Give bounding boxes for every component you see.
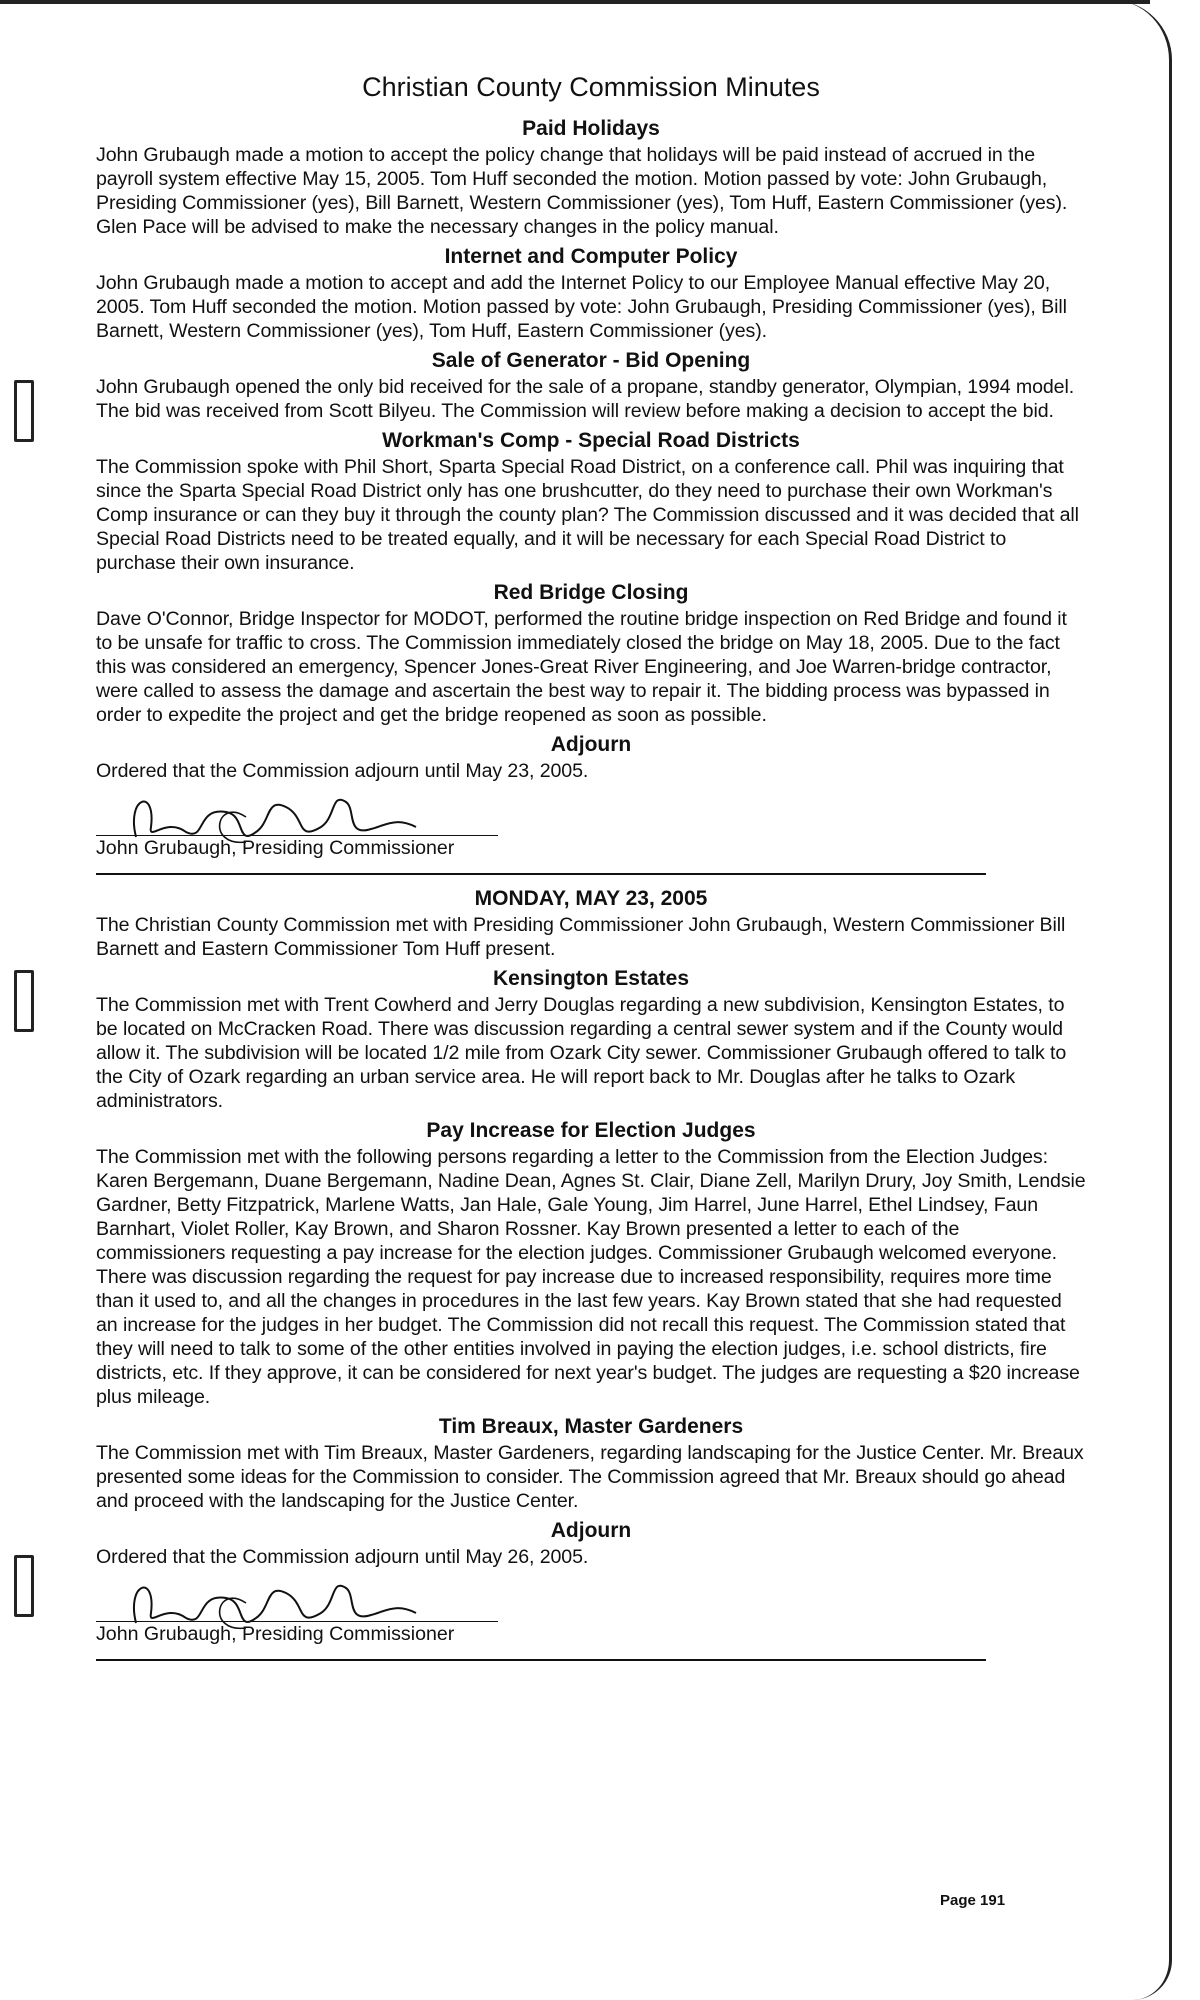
section-body: The Commission spoke with Phil Short, Sparta Special Road District, on a conference call. Phil was inquiring that since the Sparta Special Road District only has one brushcutter, do they need to purchase their own Workman's Comp insurance or can they buy it through the county plan? The Commission discussed and it was decided that all Special Road Districts need to be treated equally, and it will be necessary for each Special Road District to purchase their own insurance. <box>96 456 1079 574</box>
signature-block <box>96 787 1086 867</box>
section-heading: Red Bridge Closing <box>493 581 689 604</box>
section-body: John Grubaugh made a motion to accept the policy change that holidays will be paid instead of accrued in the payroll system effective May 15, 2005. Tom Huff seconded the motion. Motion passed by vote: John Grubaugh, Presiding Commissioner (yes), Bill Barnett, Western Commissioner (yes), Tom Huff, Eastern Commissioner (yes). Glen Pace will be advised to make the necessary changes in the policy manual. <box>96 144 1068 238</box>
signature-line <box>96 835 498 836</box>
section-body: The Commission met with Trent Cowherd and Jerry Douglas regarding a new subdivision, Kensington Estates, to be located on McCracken Road. There was discussion regarding a central sewer system and if the County would allow it. The subdivision will be located 1/2 mile from Ozark City sewer. Commissioner Grubaugh offered to talk to the City of Ozark regarding an urban service area. He will report back to Mr. Douglas after he talks to Ozark administrators. <box>96 994 1067 1112</box>
section-heading: Tim Breaux, Master Gardeners <box>438 1415 744 1438</box>
section-red-bridge <box>96 581 1086 727</box>
section-internet-policy <box>96 245 1086 343</box>
adjourn-text: Ordered that the Commission adjourn until May 26, 2005. <box>96 1546 589 1568</box>
section-heading: Internet and Computer Policy <box>444 245 738 268</box>
section-body: The Commission met with Tim Breaux, Master Gardeners, regarding landscaping for the Justice Center. Mr. Breaux presented some ideas for the Commission to consider. The Commission agreed that Mr. Breaux should go ahead and proceed with the landscaping for the Justice Center. <box>96 1442 1084 1512</box>
section-heading: Paid Holidays <box>522 117 660 140</box>
adjourn-section-1 <box>96 733 1086 867</box>
section-body: Dave O'Connor, Bridge Inspector for MODOT, performed the routine bridge inspection on Red Bridge and found it to be unsafe for traffic to cross. The Commission immediately closed the bridge on May 18, 2005. Due to the fact this was considered an emergency, Spencer Jones-Great River Engineering, and Joe Warren-bridge contractor, were called to assess the damage and ascertain the best way to repair it. The bidding process was bypassed in order to expedite the project and get the bridge reopened as soon as possible. <box>96 608 1067 726</box>
binder-hole-bottom <box>14 1555 34 1617</box>
meeting-date-heading: MONDAY, MAY 23, 2005 <box>474 887 708 910</box>
signature-block <box>96 1573 1086 1653</box>
adjourn-heading: Adjourn <box>550 1519 632 1542</box>
section-workmans-comp <box>96 429 1086 575</box>
signature-line <box>96 1621 498 1622</box>
section-election-judges <box>96 1119 1086 1409</box>
section-kensington-estates <box>96 967 1086 1113</box>
section-body: The Commission met with the following persons regarding a letter to the Commission from the Election Judges: Karen Bergemann, Duane Bergemann, Nadine Dean, Agnes St. Clair, Diane Zell, Marilyn Drury, Joy Smith, Lendsie Gardner, Betty Fitzpatrick, Marlene Watts, Jan Hale, Gale Young, Jim Harrel, June Harrel, Ethel Lindsey, Faun Barnhart, Violet Roller, Kay Brown, and Sharon Rossner. Kay Brown presented a letter to each of the commissioners requesting a pay increase for the election judges. Commissioner Grubaugh welcomed everyone. There was discussion regarding the request for pay increase due to increased responsibility, requires more time than it used to, and all the changes in procedures in the last few years. Kay Brown stated that she had requested an increase for the judges in her budget. The Commission did not recall this request. The Commission stated that they will need to talk to some of the other entities involved in paying the election judges, i.e. school districts, fire districts, etc. If they approve, it can be considered for next year's budget. The judges are requesting a $20 increase plus mileage. <box>96 1146 1086 1408</box>
binder-hole-top <box>14 380 34 442</box>
document-title: Christian County Commission Minutes <box>362 72 820 102</box>
section-heading: Kensington Estates <box>492 967 690 990</box>
section-body: John Grubaugh made a motion to accept and add the Internet Policy to our Employee Manual effective May 20, 2005. Tom Huff seconded the motion. Motion passed by vote: John Grubaugh, Presiding Commissioner (yes), Bill Barnett, Western Commissioner (yes), Tom Huff, Eastern Commissioner (yes). <box>96 272 1067 342</box>
section-heading: Workman's Comp - Special Road Districts <box>382 429 800 452</box>
section-body: John Grubaugh opened the only bid received for the sale of a propane, standby generator, Olympian, 1994 model. The bid was received from Scott Bilyeu. The Commission will review before making a decision to accept the bid. <box>96 376 1075 422</box>
page-top-edge <box>0 0 1150 4</box>
adjourn-heading: Adjourn <box>550 733 632 756</box>
section-paid-holidays <box>96 117 1086 239</box>
document-body <box>96 62 1086 1673</box>
meeting-may-23 <box>96 887 1086 961</box>
signature-name: John Grubaugh, Presiding Commissioner <box>96 1623 455 1645</box>
adjourn-section-2 <box>96 1519 1086 1653</box>
section-generator-bid <box>96 349 1086 423</box>
meeting-intro: The Christian County Commission met with Presiding Commissioner John Grubaugh, Western Commissioner Bill Barnett and Eastern Commissioner Tom Huff present. <box>96 914 1066 960</box>
adjourn-text: Ordered that the Commission adjourn until May 23, 2005. <box>96 760 589 782</box>
section-divider <box>96 1659 986 1661</box>
section-heading: Pay Increase for Election Judges <box>426 1119 756 1142</box>
page-right-edge <box>1112 0 1172 2000</box>
section-master-gardeners <box>96 1415 1086 1513</box>
signature-name: John Grubaugh, Presiding Commissioner <box>96 837 455 859</box>
section-divider <box>96 873 986 875</box>
page-number: Page 191 <box>940 1892 1006 1909</box>
section-heading: Sale of Generator - Bid Opening <box>431 349 751 372</box>
binder-hole-middle <box>14 970 34 1032</box>
